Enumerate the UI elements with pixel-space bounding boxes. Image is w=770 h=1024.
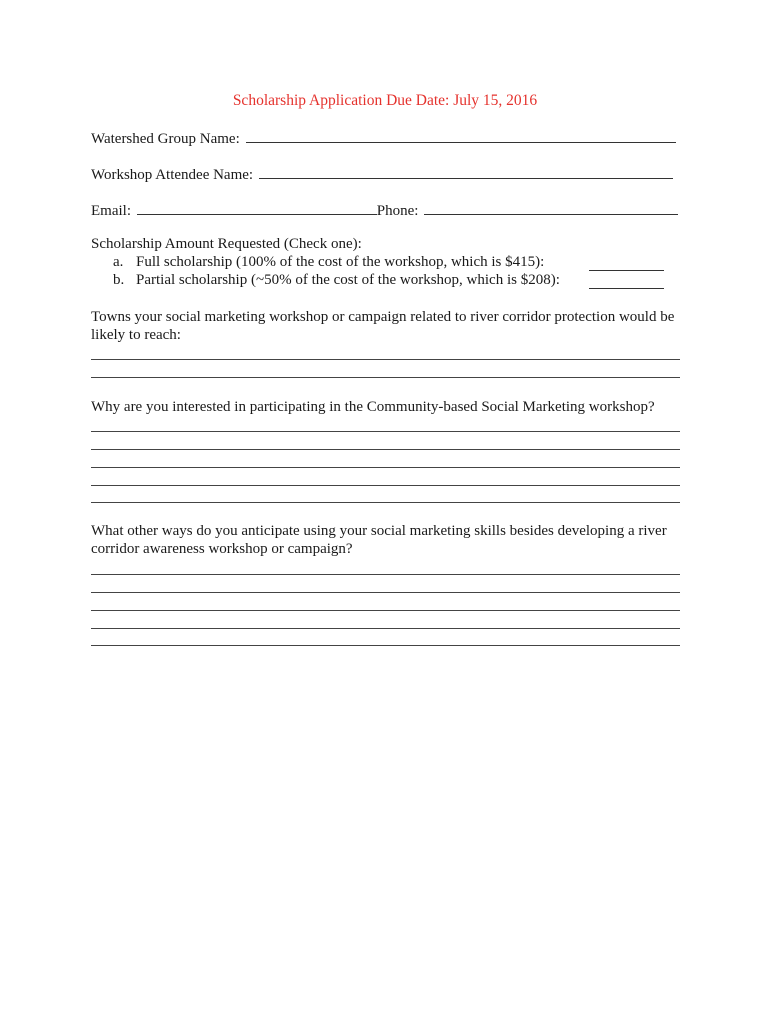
option-marker: a. — [113, 254, 124, 270]
answer-line[interactable] — [91, 485, 680, 486]
question-interest: Why are you interested in participating in the Community-based Social Marketing workshop? — [91, 399, 655, 415]
full-scholarship-check-field[interactable] — [589, 270, 664, 271]
option-text: Partial scholarship (~50% of the cost of the workshop, which is $208): — [136, 272, 560, 288]
attendee-name-field[interactable] — [259, 164, 673, 179]
answer-line[interactable] — [91, 645, 680, 646]
answer-line[interactable] — [91, 431, 680, 432]
option-marker: b. — [113, 272, 125, 288]
question-towns: Towns your social marketing workshop or campaign related to river corridor protection would be likely to reach: — [91, 309, 675, 343]
phone-label: Phone: — [376, 203, 419, 219]
watershed-group-row — [91, 128, 676, 148]
answer-line[interactable] — [91, 359, 680, 360]
answer-line[interactable] — [91, 610, 680, 611]
answer-line[interactable] — [91, 592, 680, 593]
answer-line[interactable] — [91, 467, 680, 468]
answer-line[interactable] — [91, 502, 680, 503]
question-other-ways: What other ways do you anticipate using your social marketing skills besides developing a river corridor awareness workshop or campaign? — [91, 523, 667, 557]
amount-heading: Scholarship Amount Requested (Check one): — [91, 236, 362, 252]
answer-line[interactable] — [91, 574, 680, 575]
email-field[interactable] — [137, 200, 377, 215]
attendee-name-label: Workshop Attendee Name: — [91, 167, 254, 183]
partial-scholarship-check-field[interactable] — [589, 288, 664, 289]
watershed-group-field[interactable] — [246, 128, 676, 143]
email-phone-row — [91, 200, 678, 220]
email-label: Email: — [91, 203, 131, 219]
watershed-group-label: Watershed Group Name: — [91, 131, 240, 147]
answer-line[interactable] — [91, 449, 680, 450]
option-full-scholarship — [113, 254, 544, 271]
phone-field[interactable] — [424, 200, 678, 215]
answer-line[interactable] — [91, 377, 680, 378]
attendee-name-row — [91, 164, 673, 184]
answer-line[interactable] — [91, 628, 680, 629]
option-partial-scholarship — [113, 272, 560, 289]
option-text: Full scholarship (100% of the cost of the workshop, which is $415): — [136, 254, 545, 270]
form-title: Scholarship Application Due Date: July 15, 2016 — [232, 92, 538, 109]
